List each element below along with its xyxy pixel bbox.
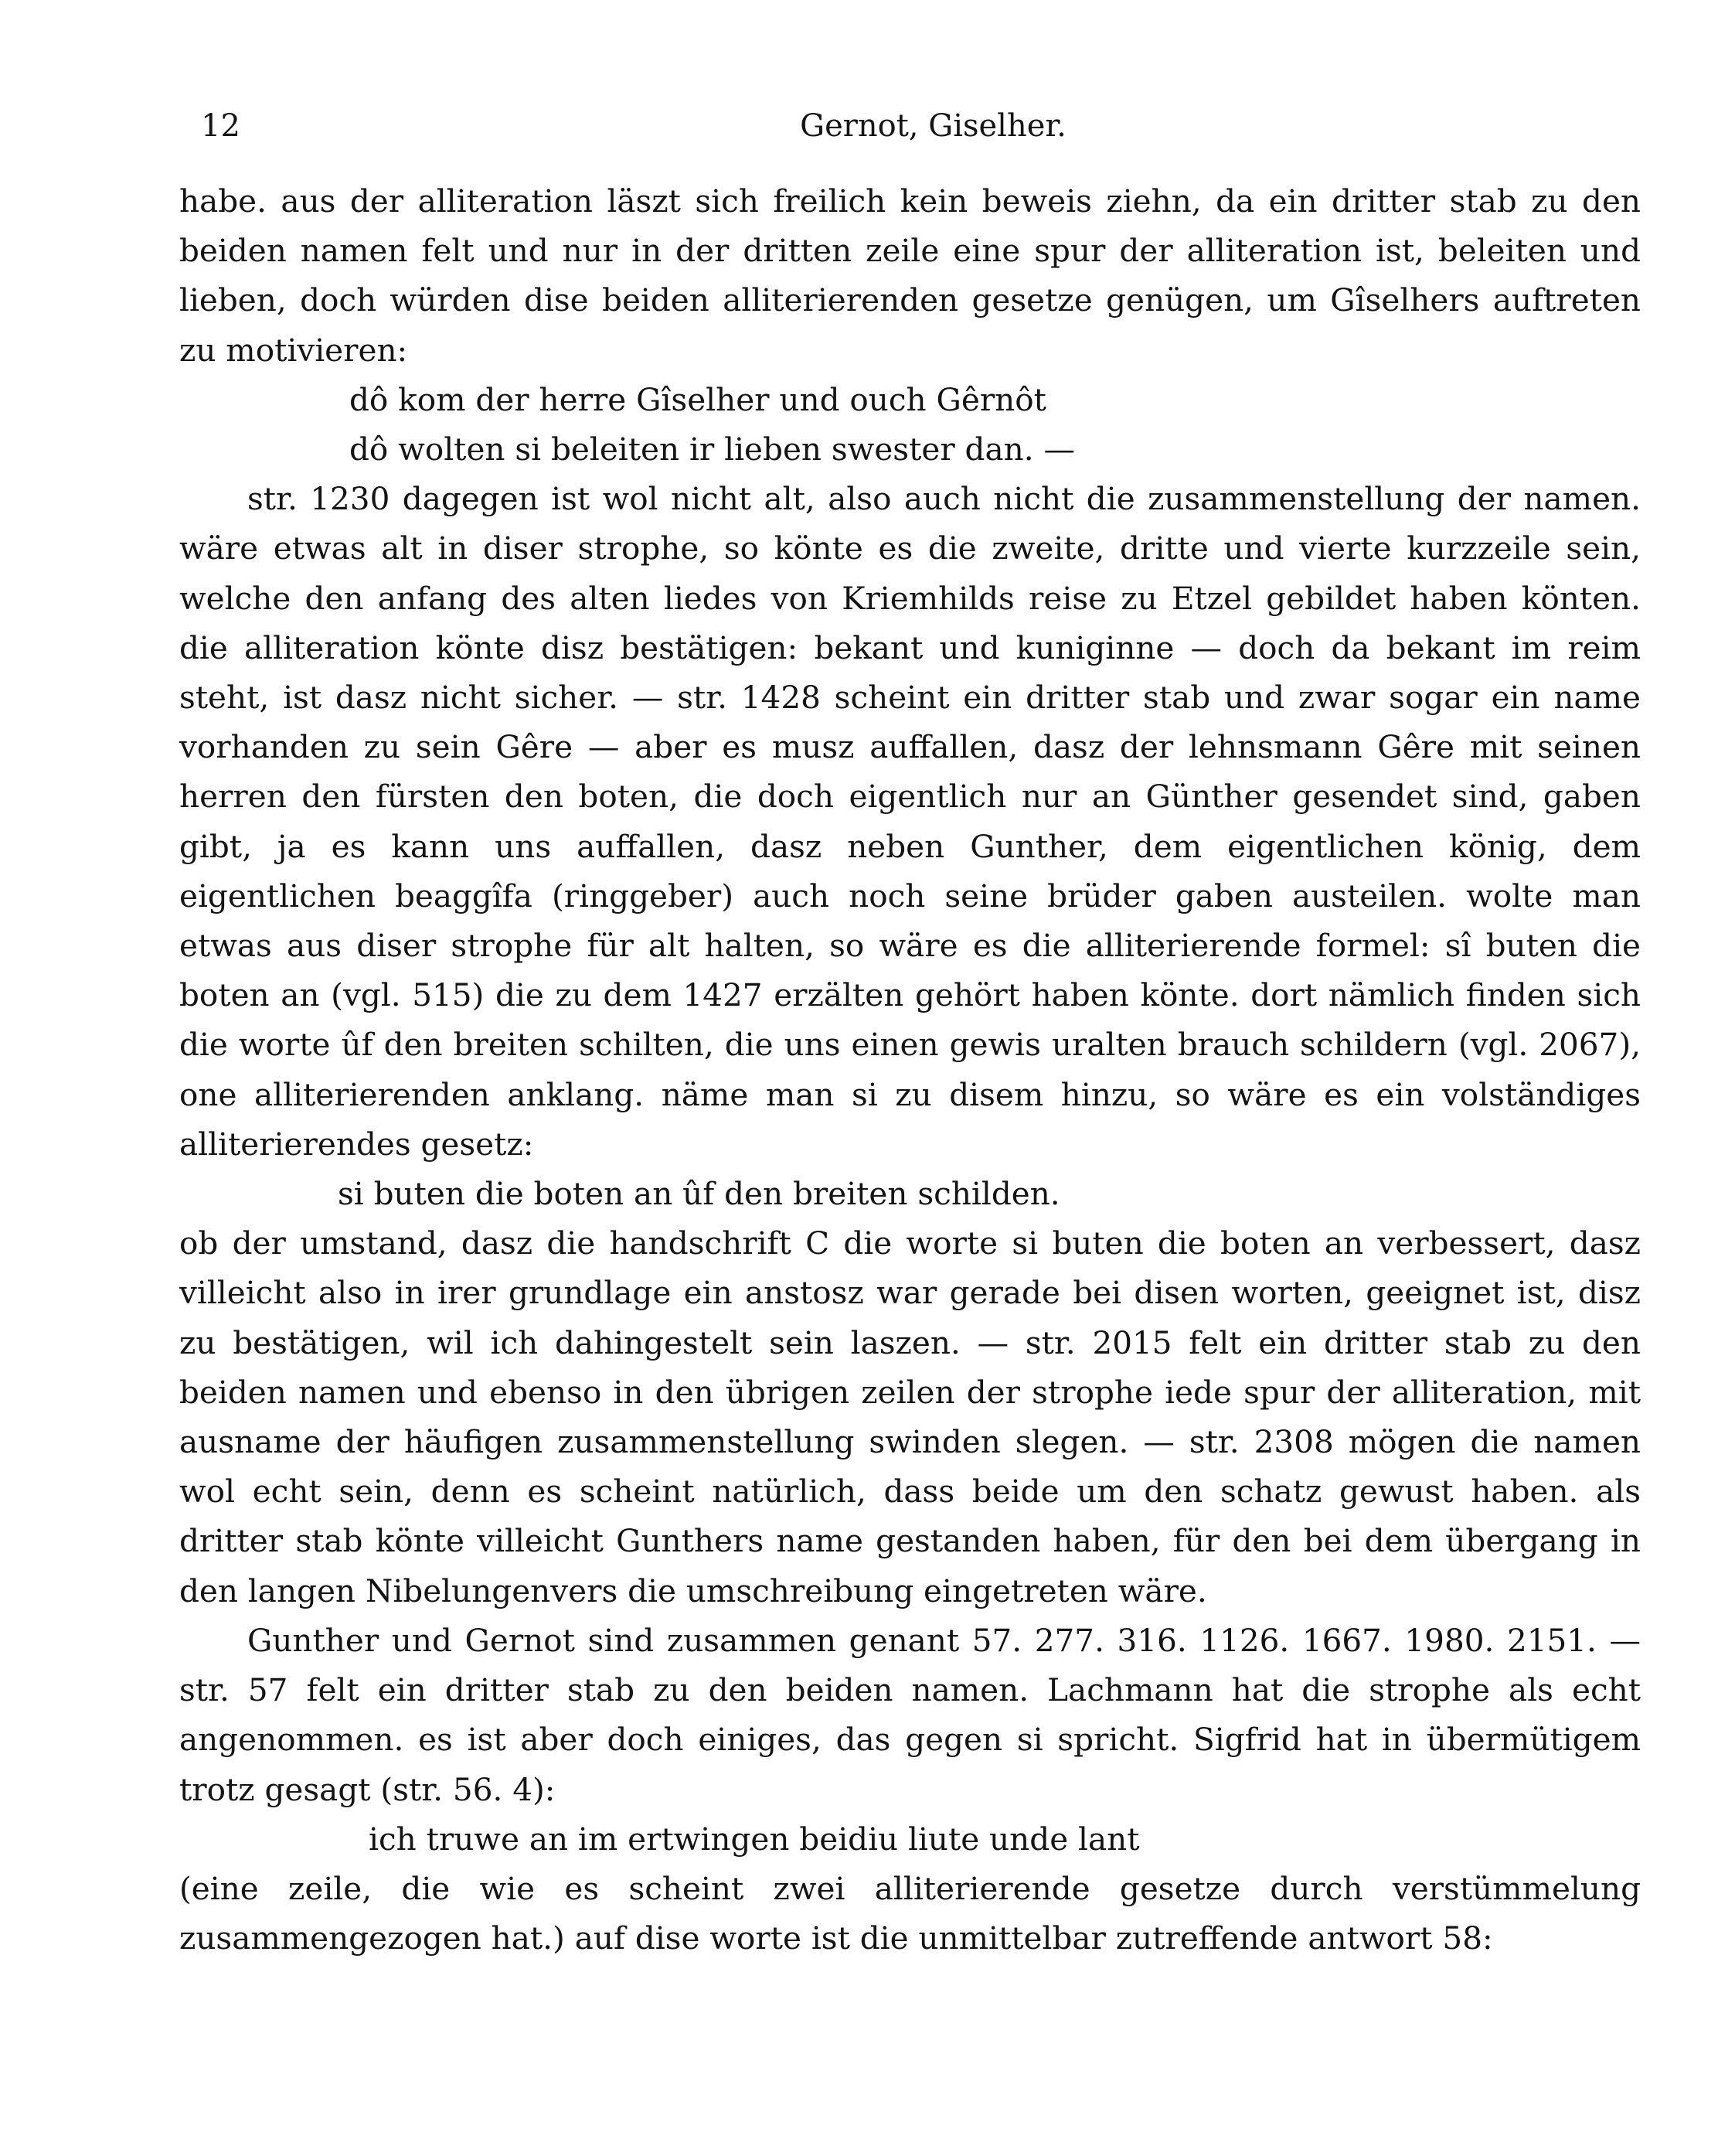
paragraph-5: (eine zeile, die wie es scheint zwei alliterierende gesetze durch verstümmelung zusammengezogen hat.) auf dise worte ist die unmittelbar zutreffende antwort 58: (179, 1869, 1641, 1957)
verse-quote-3: ich truwe an im ertwingen beidiu liute unde lant (369, 1820, 1140, 1858)
paragraph-3: ob der umstand, dasz die handschrift C die worte si buten die boten an verbessert, dasz villeicht also in irer grundlage ein anstosz war gerade bei disen worten, geeignet ist, disz zu bestätigen, wil ich dahingestelt sein laszen. — str. 2015 felt ein dritter stab zu den beiden namen und ebenso in den übrigen zeilen der strophe iede spur der alliteration, mit ausname der häufigen zusammenstellung swinden slegen. — str. 2308 mögen die namen wol echt sein, denn es scheint natürlich, dass beide um den schatz gewust haben. als dritter stab könte villeicht Gunthers name gestanden haben, für den bei dem übergang in den langen Nibelungenvers die umschreibung eingetreten wäre. (179, 1224, 1641, 1609)
paragraph-1: habe. aus der alliteration läszt sich freilich kein beweis ziehn, da ein dritter stab zu den beiden namen felt und nur in der dritten zeile eine spur der alliteration ist, beleiten und lieben, doch würden dise beiden alliterierenden gesetze genügen, um Gîselhers auftreten zu motivieren: (179, 182, 1641, 369)
paragraph-2: str. 1230 dagegen ist wol nicht alt, also auch nicht die zusammenstellung der namen. wäre etwas alt in diser strophe, so könte es die zweite, dritte und vierte kurzzeile sein, welche den anfang des alten liedes von Kriemhilds reise zu Etzel gebildet haben könten. die alliteration könte disz bestätigen: bekant und kuniginne — doch da bekant im reim steht, ist dasz nicht sicher. — str. 1428 scheint ein dritter stab und zwar sogar ein name vorhanden zu sein Gêre — aber es musz auffallen, dasz der lehnsmann Gêre mit seinen herren den fürsten den boten, die doch eigentlich nur an Günther gesendet sind, gaben gibt, ja es kann uns auffallen, dasz neben Gunther, dem eigentlichen könig, dem eigentlichen beaggîfa (ringgeber) auch noch seine brüder gaben austeilen. wolte man etwas aus diser strophe für alt halten, so wäre es die alliterierende formel: sî buten die boten an (vgl. 515) die zu dem 1427 erzälten gehört haben könte. dort nämlich finden sich die worte ûf den breiten schilten, die uns einen gewis uralten brauch schildern (vgl. 2067), one alliterierenden anklang. näme man si zu disem hinzu, so wäre es ein volständiges alliterierendes gesetz: (179, 480, 1641, 1163)
running-title: Gernot, Giselher. (800, 108, 1067, 144)
verse-quote-1-line-1: dô kom der herre Gîselher und ouch Gêrnôt (349, 380, 1046, 418)
page-number: 12 (201, 108, 240, 144)
paragraph-4: Gunther und Gernot sind zusammen genant 57. 277. 316. 1126. 1667. 1980. 2151. — str. 57 felt ein dritter stab zu den beiden namen. Lachmann hat die strophe als echt angenommen. es ist aber doch einiges, das gegen si spricht. Sigfrid hat in übermütigem trotz gesagt (str. 56. 4): (179, 1621, 1641, 1808)
running-head (179, 108, 1641, 155)
verse-quote-1-line-2: dô wolten si beleiten ir lieben swester dan. — (349, 431, 1075, 468)
verse-quote-2: si buten die boten an ûf den breiten schilden. (338, 1175, 1060, 1213)
body-text (179, 176, 1641, 1963)
